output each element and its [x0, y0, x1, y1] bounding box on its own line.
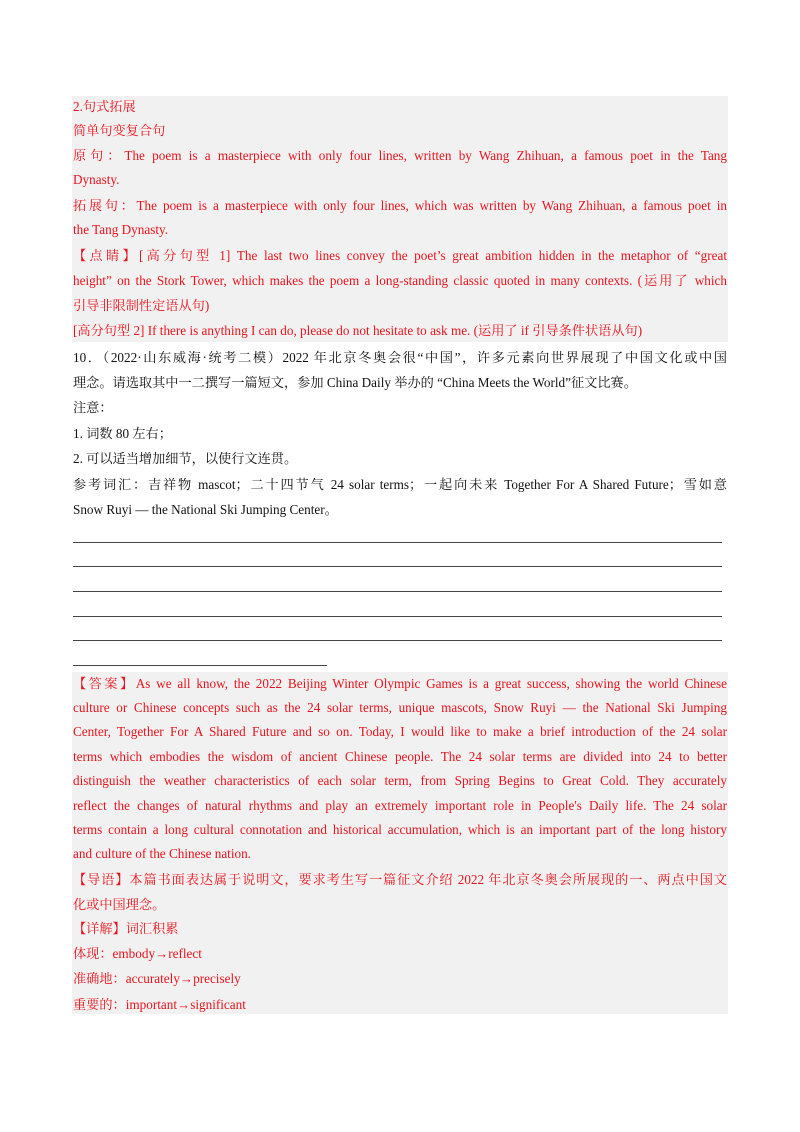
question-line-2: 理念。请选取其中一二撰写一篇短文，参加 China Daily 举办的 “China Meets the World”征文比赛。	[73, 375, 637, 390]
details-heading: 【详解】词汇积累	[73, 921, 179, 936]
answer-blank-line	[73, 665, 327, 666]
pointer-line-1: 【点睛】[高分句型 1] The last two lines convey the poet’s great ambition hidden in the metaphor of “great	[73, 248, 727, 263]
answer-line-8: and culture of the Chinese nation.	[73, 846, 251, 861]
answer-line-1: 【答案】As we all know, the 2022 Beijing Winter Olympic Games is a great success, showing the world Chinese	[73, 676, 727, 691]
expanded-sentence-line-2: the Tang Dynasty.	[73, 222, 169, 237]
original-sentence-line-1: 原句：The poem is a masterpiece with only four lines, written by Wang Zhihuan, a famous poet in the Tang	[73, 148, 727, 163]
vocab-line-1: 参考词汇：吉祥物 mascot；二十四节气 24 solar terms；一起向未来 Together For A Shared Future；雪如意	[73, 477, 727, 492]
answer-blank-line	[73, 616, 722, 617]
answer-blank-line	[73, 566, 722, 567]
answer-line-2: culture or Chinese concepts such as the 24 solar terms, unique mascots, Snow Ruyi — the National Ski Jumping	[73, 700, 727, 715]
vocab-line-2: Snow Ruyi — the National Ski Jumping Center。	[73, 502, 338, 517]
vocab-item-3: 重要的：important→significant	[73, 997, 246, 1012]
answer-line-7: terms contain a long cultural connotation and historical accumulation, which is an important part of the long history	[73, 822, 727, 837]
pointer-line-3: 引导非限制性定语从句)	[73, 298, 210, 313]
original-sentence-line-2: Dynasty.	[73, 172, 120, 187]
pointer-line-2: height” on the Stork Tower, which makes the poem a long-standing classic quoted in many contexts. (运用了 which	[73, 273, 727, 288]
note-label: 注意：	[73, 400, 113, 415]
expansion-heading: 2.句式拓展	[73, 99, 136, 114]
answer-blank-line	[73, 640, 722, 641]
expanded-sentence-line-1: 拓展句：The poem is a masterpiece with only four lines, which was written by Wang Zhihuan, a famous poet in	[73, 198, 727, 213]
answer-line-5: distinguish the weather characteristics of each solar term, from Spring Begins to Great Cold. They accurately	[73, 773, 727, 788]
answer-line-3: Center, Together For A Shared Future and so on. Today, I would like to make a brief introduction of the 24 solar	[73, 724, 727, 739]
note-item-2: 2. 可以适当增加细节，以使行文连贯。	[73, 451, 298, 466]
answer-blank-line	[73, 542, 722, 543]
note-item-1: 1. 词数 80 左右；	[73, 426, 172, 441]
answer-line-6: reflect the changes of natural rhythms and play an extremely important role in People's Daily life. The 24 solar	[73, 798, 727, 813]
answer-blank-line	[73, 591, 722, 592]
guide-line-1: 【导语】本篇书面表达属于说明文，要求考生写一篇征文介绍 2022 年北京冬奥会所展现的一、两点中国文	[73, 872, 727, 887]
question-line-1: 10．（2022·山东威海·统考二模）2022 年北京冬奥会很“中国”，许多元素向世界展现了中国文化或中国	[73, 350, 727, 365]
expansion-subheading: 简单句变复合句	[73, 123, 166, 138]
guide-line-2: 化或中国理念。	[73, 897, 166, 912]
vocab-item-2: 准确地：accurately→precisely	[73, 971, 241, 986]
answer-line-4: terms which embodies the wisdom of ancient Chinese people. The 24 solar terms are divided into 24 to better	[73, 749, 727, 764]
vocab-item-1: 体现：embody→reflect	[73, 946, 202, 961]
pattern-2-line: [高分句型 2] If there is anything I can do, please do not hesitate to ask me. (运用了 if 引导条件状语从句)	[73, 323, 643, 338]
